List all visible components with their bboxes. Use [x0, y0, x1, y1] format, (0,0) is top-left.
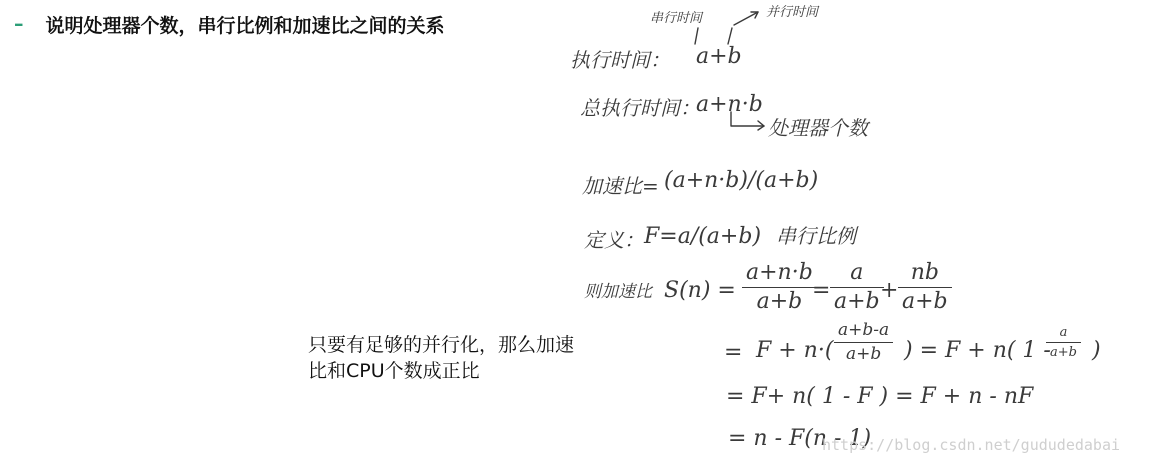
hw-frac-3: [898, 262, 952, 313]
hw-line5-part1: F + n·(: [756, 338, 834, 363]
hw-line7: = n - F(n - 1): [728, 426, 872, 451]
hw-def-label: 定义：: [584, 228, 644, 252]
hw-line5-frac: [834, 322, 893, 363]
note-line-1: 只要有足够的并行化，那么加速: [308, 334, 575, 356]
hw-speedup-expr: (a+n·b)/(a+b): [664, 168, 819, 193]
hw-exec-time-expr: a+b: [696, 44, 742, 69]
hw-line6: = F+ n( 1 - F ) = F + n - nF: [726, 384, 1034, 409]
hw-plus: +: [880, 278, 899, 303]
hw-total-time-label: 总执行时间：: [580, 96, 700, 120]
hw-frac-1-den: a+b: [756, 289, 803, 314]
hw-frac-2: [830, 262, 884, 313]
hw-frac-2-num: a: [850, 260, 864, 285]
hw-speedup-label: 加速比=: [582, 174, 659, 198]
hw-line5-part2: ) = F + n( 1 -: [904, 338, 1051, 363]
hw-exec-time-label: 执行时间：: [570, 48, 670, 72]
hw-total-time-expr: a+n·b: [696, 92, 763, 117]
hw-line5-frac-den: a+b: [845, 344, 882, 364]
bullet-item: [14, 10, 445, 38]
hw-then-label: 则加速比: [584, 282, 652, 302]
hw-serial-time-label: 串行时间: [650, 11, 703, 26]
hw-line5-eq: =: [724, 340, 743, 365]
hw-def-note: 串行比例: [776, 224, 856, 248]
note-text: [308, 332, 668, 384]
hw-frac-1-num: a+n·b: [746, 260, 813, 285]
hw-frac-2-den: a+b: [834, 289, 880, 314]
hw-line5-frac-2-den: a+b: [1050, 345, 1077, 360]
hw-processor-count-label: 处理器个数: [768, 116, 868, 140]
arrow-to-processor-count-icon: [728, 110, 768, 132]
hw-line5-frac-num: a+b-a: [838, 320, 890, 340]
hw-def-expr: F=a/(a+b): [644, 224, 762, 249]
watermark: https://blog.csdn.net/gududedabai: [822, 436, 1121, 454]
hw-parallel-time-label: 并行时间: [766, 5, 819, 20]
hw-frac-1: [742, 262, 817, 313]
hw-frac-3-num: nb: [910, 260, 939, 285]
hw-line5-part3: ): [1092, 338, 1101, 363]
bullet-dash: –: [14, 13, 24, 35]
hw-eq-1: =: [812, 278, 831, 303]
hw-line5-frac-2-num: a: [1059, 325, 1068, 340]
arrow-to-parallel-icon: [732, 8, 762, 28]
note-line-2: 比和CPU个数成正比: [308, 360, 480, 382]
hw-then-s: S(n) =: [664, 278, 736, 303]
hw-line5-frac-2: [1046, 326, 1081, 359]
bullet-text: 说明处理器个数，串行比例和加速比之间的关系: [45, 14, 445, 37]
hw-frac-3-den: a+b: [902, 289, 948, 314]
